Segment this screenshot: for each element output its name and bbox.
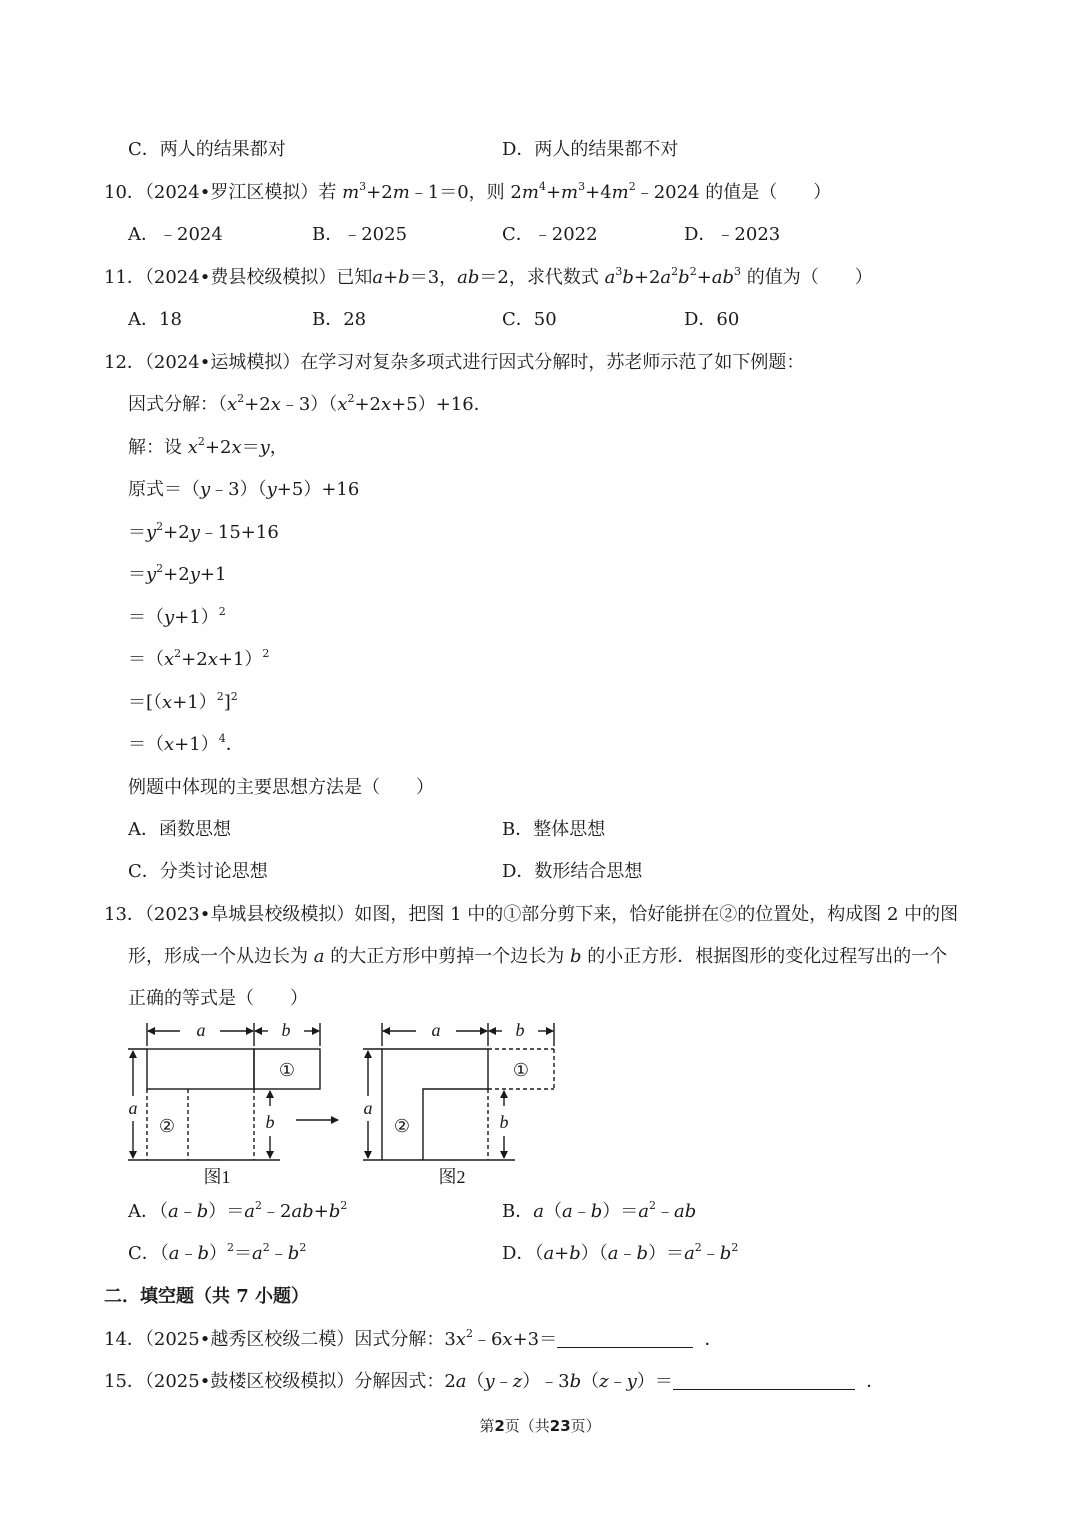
q11-source: （2024•费县校级模拟） [144, 267, 337, 288]
q11-option-d: D．60 [684, 309, 740, 330]
q15-expression: 2a（y﹣z）﹣3b（z﹣y）＝ [444, 1371, 673, 1392]
q12-option-a: A．函数思想 [128, 819, 231, 840]
q13-option-a [128, 1200, 347, 1224]
q13-stem-2b: 的大正方形中剪掉一个边长为 [330, 946, 565, 967]
q13-var-a: a [313, 946, 325, 967]
q13-stem-line-2 [128, 945, 947, 969]
q10-option-c: C．﹣2022 [502, 224, 598, 245]
q13-option-b-expr: $a(a﹣b)=a^2﹣ab$ [533, 1199, 697, 1222]
q12-solve-label: 解：设 [128, 437, 182, 458]
q12-origin-label: 原式＝ [128, 479, 182, 500]
footer-page-number: 2 [494, 1417, 505, 1435]
q15-answer-blank[interactable] [673, 1371, 855, 1390]
q11-number: 11． [104, 267, 145, 288]
q13-option-b [502, 1200, 696, 1224]
fig2-label-b-side: b [499, 1112, 509, 1132]
q13-option-a-expr: $(a﹣b)=a^2﹣2ab+b^2$ [159, 1199, 348, 1222]
q13-stem-line-3: 正确的等式是（ ） [128, 988, 308, 1009]
q9-option-d: D．两人的结果都不对 [502, 139, 679, 160]
q12-stem-text: 在学习对复杂多项式进行因式分解时，苏老师示范了如下例题： [300, 352, 805, 373]
q12-step-7: $=(x+1)^4$． [128, 732, 244, 755]
q13-option-c [128, 1242, 306, 1266]
q15-stem-prefix: 分解因式： [354, 1371, 445, 1392]
fig2-label-a: a [431, 1020, 441, 1040]
q13-option-d [502, 1242, 738, 1266]
q11-stem-mid: ，求代数式 [508, 267, 599, 288]
q11-stem [104, 266, 873, 290]
q12-option-b: B．整体思想 [502, 819, 606, 840]
q12-factor-line [128, 393, 492, 417]
q13-figure [120, 1016, 570, 1196]
q10-equation: $m^3+2m﹣1=0$，则 $2m^4+m^3+4m^2﹣2024$ [342, 180, 706, 203]
footer-total-pages: 23 [549, 1417, 571, 1435]
section-2-title: 二．填空题（共 7 小题） [104, 1286, 310, 1307]
q12-substitution: $x^2+2x=y$， [187, 435, 288, 458]
q11-option-b: B．28 [312, 309, 367, 330]
q13-stem-line-1 [104, 903, 958, 927]
q11-option-c: C．50 [502, 309, 557, 330]
q11-option-a: A．18 [128, 309, 182, 330]
q13-option-d-label: D． [502, 1243, 535, 1264]
q15-stem: 15．（2025•鼓楼区校级模拟）分解因式：2a（y﹣z）﹣3b（z﹣y）＝ ． [104, 1371, 885, 1392]
q10-stem-prefix: 若 [318, 182, 337, 203]
fig2-label-b-top: b [515, 1020, 525, 1040]
fig1-caption: 图1 [203, 1167, 231, 1187]
q12-step-4: $=(y+1)^2$ [128, 605, 226, 628]
q13-option-d-expr: $(a+b)(a﹣b)=a^2﹣b^2$ [534, 1241, 739, 1264]
q15-source: （2025•鼓楼区校级模拟） [144, 1371, 355, 1392]
q12-factor-expr: $(x^2+2x﹣3)(x^2+2x+5)+16$． [218, 392, 492, 415]
q14-source: （2025•越秀区校级二模） [144, 1329, 355, 1350]
q13-option-c-expr: $(a﹣b)^2=a^2﹣b^2$ [159, 1241, 307, 1264]
q10-option-a: A．﹣2024 [128, 224, 223, 245]
q10-option-b: B．﹣2025 [312, 224, 408, 245]
page-footer [0, 1416, 1080, 1436]
q10-number: 10． [104, 182, 145, 203]
q12-number: 12． [104, 352, 145, 373]
q12-source: （2024•运城模拟） [144, 352, 301, 373]
q14-expression: $3x^2﹣6x+3=$ [444, 1327, 558, 1350]
fig1-label-a-side: a [128, 1098, 138, 1118]
q11-expression: $a^3b+2a^2b^2+ab^3$ [604, 265, 742, 288]
q15-number: 15． [104, 1371, 145, 1392]
footer-prefix: 第 [479, 1417, 495, 1435]
q13-option-c-label: C． [128, 1243, 160, 1264]
q10-source: （2024•罗江区模拟） [144, 182, 319, 203]
fig2-label-a-side: a [363, 1098, 373, 1118]
q12-question: 例题中体现的主要思想方法是（ ） [128, 777, 434, 798]
q10-option-d: D．﹣2023 [684, 224, 781, 245]
q12-factor-label: 因式分解： [128, 394, 218, 415]
q12-step-1 [128, 478, 359, 502]
q11-stem-prefix: 已知 [336, 267, 373, 288]
q11-condition: a+b＝3，ab＝2 [372, 267, 509, 288]
fig2-piece-2: ② [393, 1116, 411, 1136]
q12-step-2: $=y^2+2y﹣15+16$ [128, 520, 279, 543]
q14-number: 14． [104, 1329, 145, 1350]
q12-stem [104, 351, 804, 375]
q11-stem-suffix: 的值为（ ） [746, 267, 873, 288]
q14-answer-blank[interactable] [557, 1329, 693, 1348]
q13-source: （2023•阜城县校级模拟） [144, 904, 355, 925]
q12-step-5: $=(x^2+2x+1)^2$ [128, 647, 270, 670]
q12-step-3: $=y^2+2y+1$ [128, 562, 227, 585]
q14-stem-prefix: 因式分解： [354, 1329, 445, 1350]
q13-stem-1: 如图，把图 1 中的①部分剪下来，恰好能拼在②的位置处，构成图 2 中的图 [354, 904, 959, 925]
q13-var-b: b [569, 946, 582, 967]
footer-middle: 页（共 [504, 1417, 550, 1435]
q13-option-b-label: B． [502, 1201, 534, 1222]
fig1-piece-1: ① [278, 1060, 296, 1080]
fig1-label-b-top: b [281, 1020, 291, 1040]
fig2-piece-1: ① [512, 1060, 530, 1080]
footer-suffix: 页） [570, 1417, 601, 1435]
q13-number: 13． [104, 904, 145, 925]
fig2-caption: 图2 [438, 1167, 466, 1187]
q13-stem-2c: 的小正方形．根据图形的变化过程写出的一个 [587, 946, 948, 967]
q9-option-c: C．两人的结果都对 [128, 139, 286, 160]
q12-option-d: D．数形结合思想 [502, 861, 643, 882]
figure-2 [363, 1023, 554, 1160]
q10-stem [104, 181, 831, 205]
q10-stem-suffix: 的值是（ ） [705, 182, 832, 203]
q12-step-6: $=[(x+1)^2]^2$ [128, 690, 238, 713]
q12-solve-line [128, 436, 288, 460]
fig1-piece-2: ② [158, 1116, 176, 1136]
q12-option-c: C．分类讨论思想 [128, 861, 268, 882]
figure-1 [128, 1023, 320, 1160]
fig1-label-a: a [196, 1020, 206, 1040]
fig1-label-b-side: b [265, 1112, 275, 1132]
q12-step-1-expr: （y﹣3）（y+5）+16 [182, 479, 360, 500]
q13-stem-2a: 形，形成一个从边长为 [128, 946, 308, 967]
q14-stem: 14．（2025•越秀区校级二模）因式分解：$3x^2﹣6x+3=$ ． [104, 1327, 723, 1350]
q13-option-a-label: A． [128, 1201, 159, 1222]
